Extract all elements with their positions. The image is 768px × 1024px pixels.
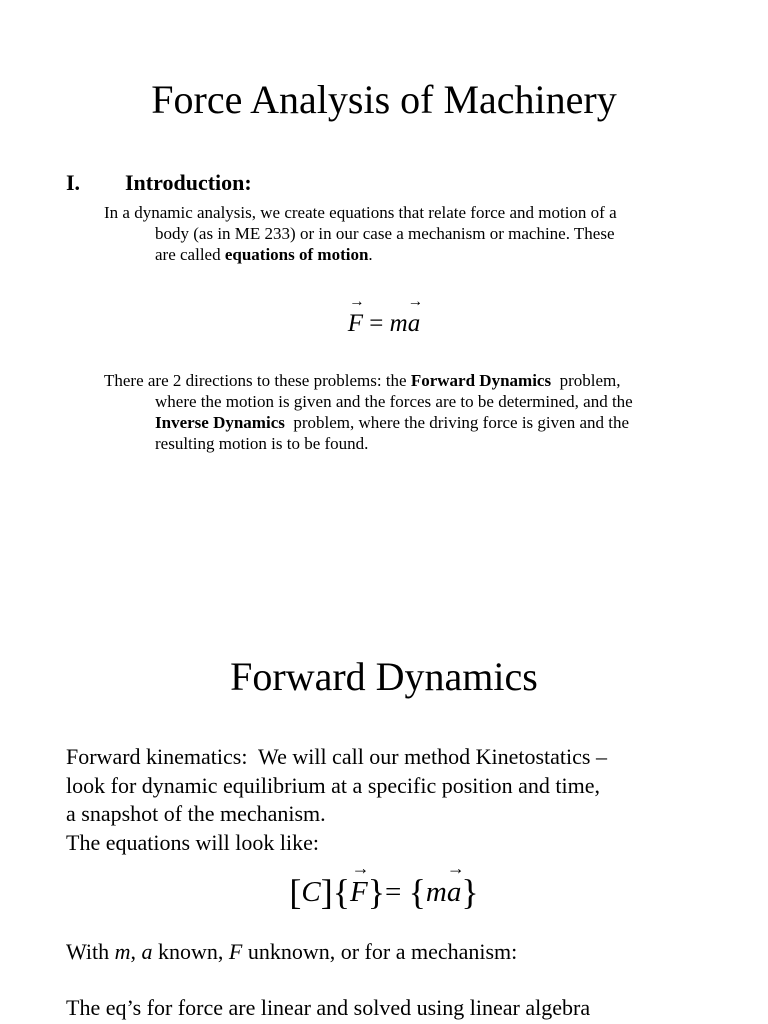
directions-line-1 <box>104 370 714 391</box>
known-text: known, <box>152 939 229 964</box>
page-title: Force Analysis of Machinery <box>151 77 617 122</box>
acceleration-vector <box>446 857 465 914</box>
intro-line-3-suffix: . <box>368 245 373 264</box>
directions-line-3 <box>104 412 714 433</box>
kinetostatics-equation <box>0 857 768 914</box>
section-number: I. <box>66 170 81 195</box>
inverse-dynamics-term: Inverse Dynamics <box>155 413 285 432</box>
vector-arrow: → <box>407 293 424 311</box>
force-vector <box>347 293 365 344</box>
c-matrix-symbol: C <box>301 876 321 908</box>
unknown-text: unknown, or for a mechanism: <box>242 939 518 964</box>
right-bracket: ] <box>320 872 333 912</box>
newton-equation <box>0 293 768 344</box>
equals-sign: = <box>385 876 402 908</box>
left-brace: { <box>332 872 350 912</box>
equations-of-motion-term: equations of motion <box>224 245 369 264</box>
vector-arrow: → <box>446 857 465 878</box>
mass-symbol: m <box>425 876 447 908</box>
f-variable: F <box>228 939 243 964</box>
force-symbol: F <box>350 876 368 908</box>
directions-line-2: where the motion is given and the forces are to be determined, and the <box>155 392 633 411</box>
section-title: Introduction: <box>125 170 252 195</box>
directions-paragraph <box>104 370 714 454</box>
section-heading <box>66 170 252 196</box>
intro-line-1: In a dynamic analysis, we create equations that relate force and motion of a <box>104 203 617 222</box>
vector-arrow: → <box>351 857 370 878</box>
intro-paragraph <box>104 202 714 265</box>
directions-line-4: resulting motion is to be found. <box>155 434 369 453</box>
directions-line-1-suffix: problem, <box>551 371 621 390</box>
a-variable: a <box>141 939 153 964</box>
force-symbol: F <box>347 310 364 337</box>
kinetostatics-line-1: Forward kinematics: We will call our method Kinetostatics – <box>66 744 607 769</box>
linear-algebra-paragraph: The eq’s for force are linear and solved using linear algebra <box>66 995 591 1020</box>
left-bracket: [ <box>289 872 302 912</box>
vector-arrow: → <box>349 293 365 311</box>
m-variable: m <box>114 939 131 964</box>
forward-dynamics-term: Forward Dynamics <box>410 371 552 390</box>
acceleration-symbol: a <box>446 876 462 908</box>
kinetostatics-line-2: look for dynamic equilibrium at a specific position and time, <box>66 772 600 798</box>
kinetostatics-line-3: a snapshot of the mechanism. <box>66 801 326 826</box>
right-brace: } <box>367 872 385 912</box>
with-text: With <box>66 939 115 964</box>
acceleration-symbol: a <box>407 310 421 337</box>
intro-line-3 <box>104 244 714 265</box>
directions-line-1-prefix: There are 2 directions to these problems: the <box>104 371 411 390</box>
kinetostatics-paragraph <box>66 743 726 857</box>
intro-line-3-prefix: are called <box>155 245 225 264</box>
intro-line-2: body (as in ME 233) or in our case a mechanism or machine. These <box>155 224 615 243</box>
mass-symbol: m <box>389 310 408 337</box>
slide-title: Forward Dynamics <box>230 654 538 699</box>
comma-text: , <box>130 939 142 964</box>
right-brace: } <box>461 872 479 912</box>
known-unknown-paragraph <box>66 938 726 967</box>
kinetostatics-line-4: The equations will look like: <box>66 829 319 855</box>
left-brace: { <box>408 872 426 912</box>
equals-sign: = <box>369 310 384 337</box>
directions-line-3-suffix: problem, where the driving force is given and the <box>284 413 630 432</box>
force-vector <box>350 857 370 914</box>
acceleration-vector <box>407 293 424 344</box>
